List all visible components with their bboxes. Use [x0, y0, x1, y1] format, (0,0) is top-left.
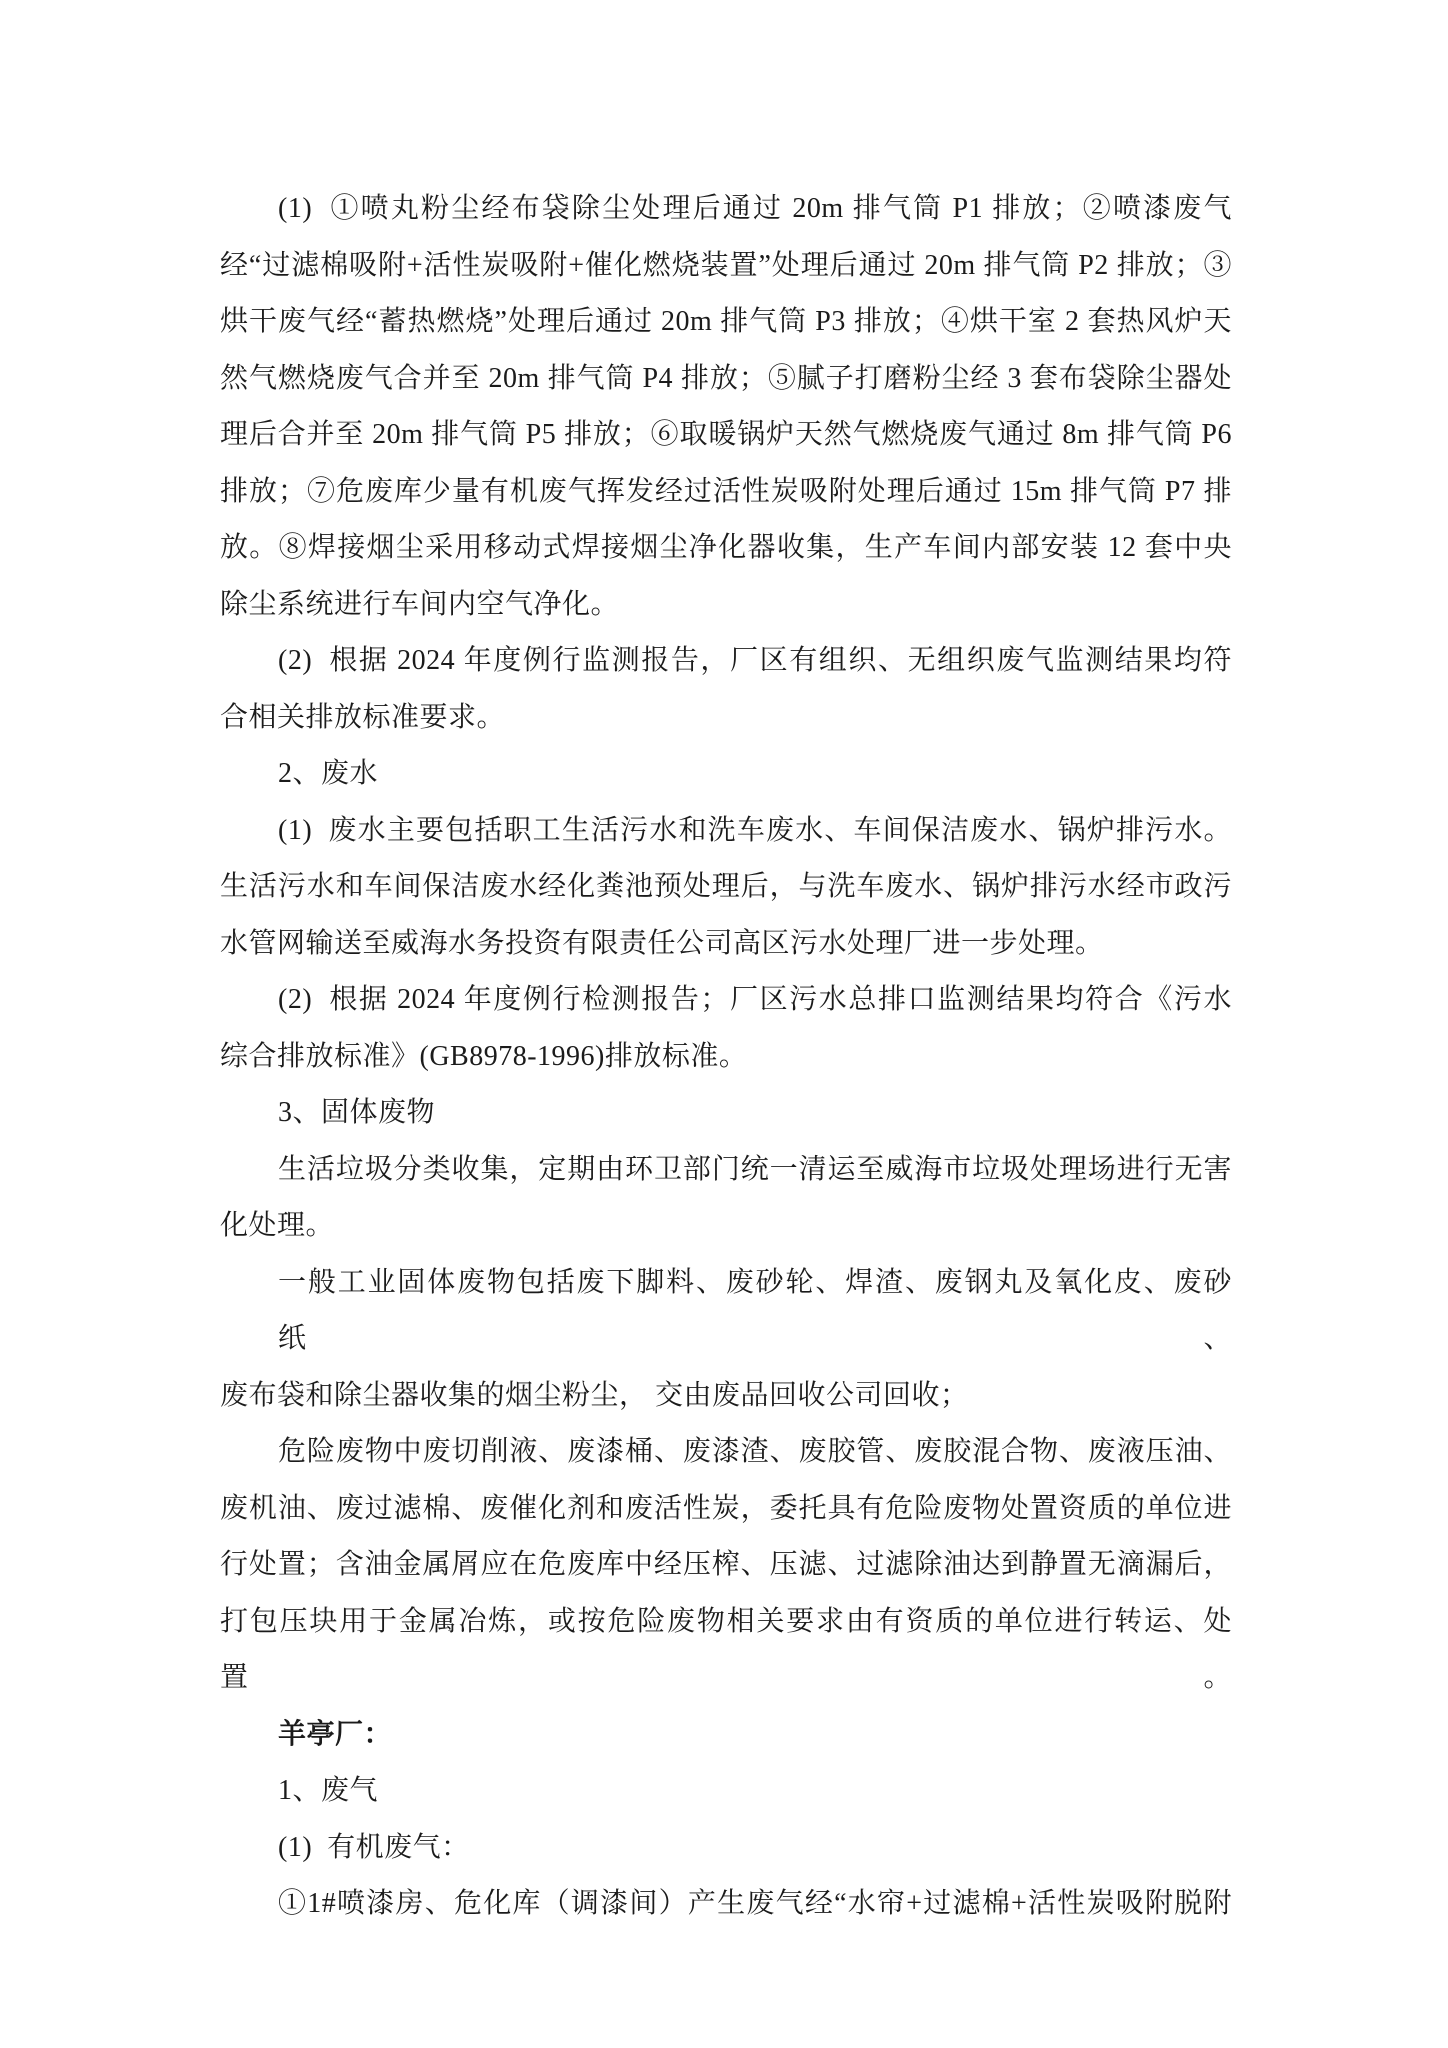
para-waste-gas-line-5: 理后合并至 20m 排气筒 P5 排放；⑥取暖锅炉天然气燃烧废气通过 8m 排气筒 P6	[220, 419, 1232, 450]
para-industrial-waste-line-2: 废布袋和除尘器收集的烟尘粉尘， 交由废品回收公司回收；	[220, 1379, 969, 1411]
para-hazardous-waste-line-4: 打包压块用于金属冶炼，或按危险废物相关要求由有资质的单位进行转运、处置。	[220, 1605, 1232, 1693]
para-waste-gas-line-6: 排放；⑦危废库少量有机废气挥发经过活性炭吸附处理后通过 15m 排气筒 P7 排	[220, 475, 1232, 507]
para-gas-monitoring-line-1: (2) 根据 2024 年度例行监测报告，厂区有组织、无组织废气监测结果均符	[278, 645, 1232, 676]
para-wastewater-line-1: (1) 废水主要包括职工生活污水和洗车废水、车间保洁废水、锅炉排污水。	[278, 814, 1232, 846]
para-hazardous-waste-line-1: 危险废物中废切削液、废漆桶、废漆渣、废胶管、废胶混合物、废液压油、	[278, 1436, 1232, 1467]
para-wastewater-line-2: 生活污水和车间保洁废水经化粪池预处理后，与洗车废水、锅炉排污水经市政污	[220, 871, 1232, 902]
para-hazardous-waste-line-3: 行处置；含油金属屑应在危废库中经压榨、压滤、过滤除油达到静置无滴漏后，	[220, 1549, 1232, 1580]
para-water-monitoring-line-2: 综合排放标准》(GB8978-1996)排放标准。	[220, 1040, 748, 1072]
para-gas-monitoring-line-2: 合相关排放标准要求。	[220, 701, 506, 733]
para-domestic-waste-line-1: 生活垃圾分类收集，定期由环卫部门统一清运至威海市垃圾处理场进行无害	[278, 1153, 1232, 1185]
heading-yangting-plant: 羊亭厂：	[278, 1718, 393, 1750]
para-hazardous-waste-line-2: 废机油、废过滤棉、废催化剂和废活性炭，委托具有危险废物处置资质的单位进	[220, 1492, 1232, 1524]
heading-wastewater: 2、废水	[278, 758, 379, 789]
heading-solid-waste: 3、固体废物	[278, 1097, 436, 1128]
para-wastewater-line-3: 水管网输送至威海水务投资有限责任公司高区污水处理厂进一步处理。	[220, 927, 1104, 959]
para-waste-gas-line-7: 放。⑧焊接烟尘采用移动式焊接烟尘净化器收集，生产车间内部安装 12 套中央	[220, 532, 1232, 563]
heading-organic-waste-gas: (1) 有机废气：	[278, 1831, 470, 1863]
para-domestic-waste-line-2: 化处理。	[220, 1210, 335, 1241]
para-water-monitoring-line-1: (2) 根据 2024 年度例行检测报告；厂区污水总排口监测结果均符合《污水	[278, 984, 1232, 1015]
para-paint-booth-line-1: ①1#喷漆房、危化库（调漆间）产生废气经“水帘+过滤棉+活性炭吸附脱附	[278, 1888, 1232, 1919]
para-waste-gas-line-8: 除尘系统进行车间内空气净化。	[220, 588, 620, 620]
para-waste-gas-line-1: (1) ①喷丸粉尘经布袋除尘处理后通过 20m 排气筒 P1 排放；②喷漆废气	[278, 193, 1232, 224]
para-industrial-waste-line-1: 一般工业固体废物包括废下脚料、废砂轮、焊渣、废钢丸及氧化皮、废砂纸、	[278, 1266, 1232, 1354]
para-waste-gas-line-4: 然气燃烧废气合并至 20m 排气筒 P4 排放；⑤腻子打磨粉尘经 3 套布袋除尘器处	[220, 362, 1232, 394]
heading-waste-gas: 1、废气	[278, 1775, 379, 1806]
para-waste-gas-line-2: 经“过滤棉吸附+活性炭吸附+催化燃烧装置”处理后通过 20m 排气筒 P2 排放；③	[220, 249, 1232, 281]
para-waste-gas-line-3: 烘干废气经“蓄热燃烧”处理后通过 20m 排气筒 P3 排放；④烘干室 2 套热风炉天	[220, 306, 1232, 337]
